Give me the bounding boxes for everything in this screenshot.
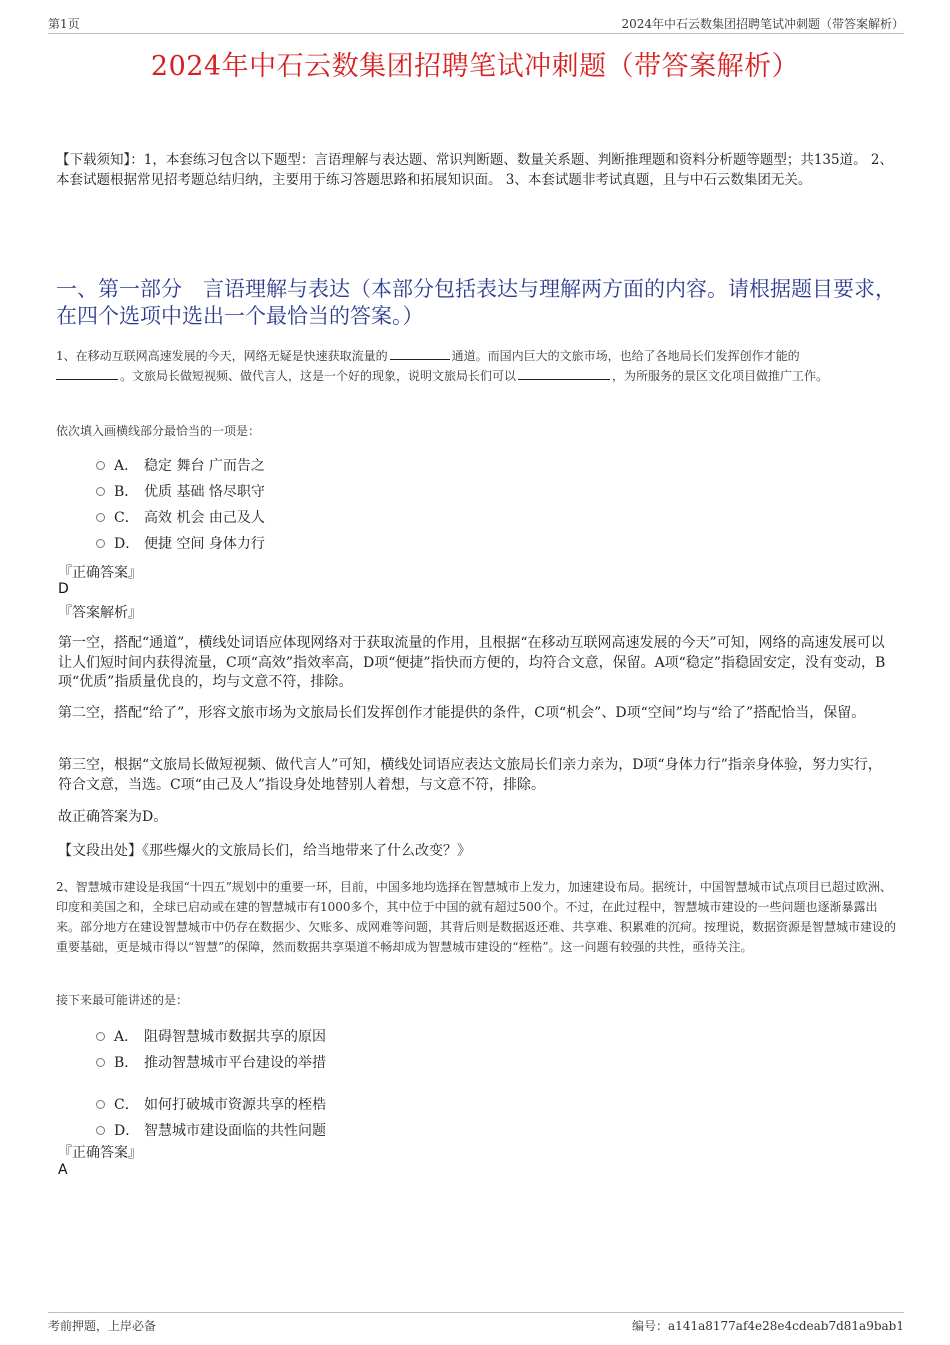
radio-icon[interactable] (96, 487, 105, 496)
radio-icon[interactable] (96, 1058, 105, 1067)
radio-icon[interactable] (96, 513, 105, 522)
footer-slogan: 考前押题，上岸必备 (48, 1319, 157, 1333)
question-2-options (96, 1023, 326, 1143)
blank-1 (390, 347, 450, 360)
question-1-instruction: 依次填入画横线部分最恰当的一项是： (56, 424, 261, 438)
question-2-instruction: 接下来最可能讲述的是： (56, 993, 189, 1007)
analysis-label: 『答案解析』 (58, 605, 142, 621)
page-header (48, 14, 904, 34)
question-1-options (96, 452, 265, 556)
radio-icon[interactable] (96, 1032, 105, 1041)
analysis-paragraph-3: 第三空，根据“文旅局长做短视频、做代言人”可知，横线处词语应表达文旅局长们亲力亲为，D项“身体力行”指亲身体验，努力实行，符合文意，当选。C项“由己及人”指设身处地替别人着想，与文意不符，排除。 (58, 757, 882, 793)
option-d[interactable]: D． 便捷 空间 身体力行 (96, 530, 265, 556)
analysis-conclusion: 故正确答案为D。 (58, 809, 168, 825)
source-citation: 【文段出处】《那些爆火的文旅局长们，给当地带来了什么改变？》 (58, 843, 471, 859)
analysis-paragraph-2: 第二空，搭配“给了”，形容文旅市场为文旅局长们发挥创作才能提供的条件，C项“机会”、D项“空间”均与“给了”搭配恰当，保留。 (58, 705, 866, 721)
header-doc-title: 2024年中石云数集团招聘笔试冲刺题（带答案解析） (621, 17, 904, 31)
answer-label: 『正确答案』 (58, 565, 142, 581)
question-1-stem: 1、在移动互联网高速发展的今天，网络无疑是快速获取流量的 通道。而国内巨大的文旅市场，也给了各地局长们发挥创作才能的 。文旅局长做短视频、做代言人，这是一个好的现象，说明文旅局长们可以 ，为所服务的景区文化项目做推广工作。 (56, 349, 829, 383)
blank-2 (56, 367, 118, 380)
page-footer (48, 1312, 904, 1335)
radio-icon[interactable] (96, 539, 105, 548)
document-title: 2024年中石云数集团招聘笔试冲刺题（带答案解析） (150, 51, 800, 82)
page-number: 第1页 (48, 17, 80, 31)
section-heading: 一、第一部分 言语理解与表达（本部分包括表达与理解两方面的内容。请根据题目要求，在四个选项中选出一个最恰当的答案。） (56, 277, 896, 328)
question-2-stem: 2、智慧城市建设是我国“十四五”规划中的重要一环，目前，中国多地均选择在智慧城市上发力，加速建设布局。据统计，中国智慧城市试点项目已超过欧洲、印度和美国之和，全球已启动或在建的智慧城市有1000多个，其中位于中国的就有超过500个。不过，在此过程中，智慧城市建设的一些问题也逐渐暴露出来。部分地方在建设智慧城市中仍存在数据少、欠账多、成网难等问题，其背后则是数据返还难、共享难、积累难的沉疴。按理说，数据资源是智慧城市建设的重要基础，更是城市得以“智慧”的保障，然而数据共享渠道不畅却成为智慧城市建设的“桎梏”。这一问题有较强的共性，亟待关注。 (56, 880, 897, 954)
option-a[interactable]: A． 稳定 舞台 广而告之 (96, 452, 265, 478)
answer-value: D (58, 581, 69, 597)
radio-icon[interactable] (96, 1126, 105, 1135)
analysis-paragraph-1: 第一空，搭配“通道”，横线处词语应体现网络对于获取流量的作用，且根据“在移动互联网高速发展的今天”可知，网络的高速发展可以让人们短时间内获得流量，C项“高效”指效率高，D项“便捷”指快而方便的，均符合文意，保留。A项“稳定”指稳固安定，没有变动，B项“优质”指质量优良的，均与文意不符，排除。 (58, 635, 886, 690)
option-b[interactable]: B． 优质 基础 恪尽职守 (96, 478, 265, 504)
answer-label: 『正确答案』 (58, 1145, 142, 1161)
option-a[interactable]: A． 阻碍智慧城市数据共享的原因 (96, 1023, 326, 1049)
option-b[interactable]: B． 推动智慧城市平台建设的举措 (96, 1049, 326, 1075)
radio-icon[interactable] (96, 461, 105, 470)
blank-3 (518, 367, 610, 380)
option-c[interactable]: C． 高效 机会 由己及人 (96, 504, 265, 530)
answer-value: A (58, 1162, 68, 1178)
document-id: 编号：a141a8177af4e28e4cdeab7d81a9bab1 (632, 1319, 904, 1333)
option-d[interactable]: D． 智慧城市建设面临的共性问题 (96, 1117, 326, 1143)
download-notice: 【下载须知】：1，本套练习包含以下题型：言语理解与表达题、常识判断题、数量关系题、判断推理题和资料分析题等题型；共135道。 2、本套试题根据常见招考题总结归纳，主要用于练习答题思路和拓展知识面。 3、本套试题非考试真题，且与中石云数集团无关。 (56, 152, 893, 188)
radio-icon[interactable] (96, 1100, 105, 1109)
option-c[interactable]: C． 如何打破城市资源共享的桎梏 (96, 1091, 326, 1117)
